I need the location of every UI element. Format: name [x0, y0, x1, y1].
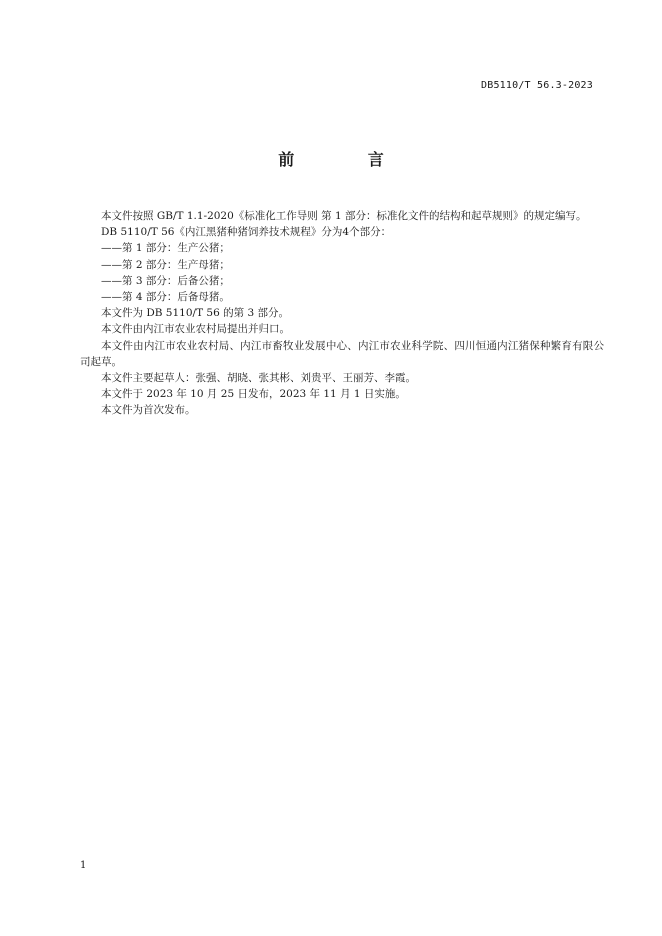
list-item-part-1: ——第 1 部分：生产公猪； — [101, 242, 230, 255]
list-item-part-2: ——第 2 部分：生产母猪； — [101, 258, 230, 271]
list-item-part-4: ——第 4 部分：后备母猪。 — [101, 291, 230, 304]
page-title: 前 言 — [278, 150, 418, 169]
foreword-body — [80, 208, 604, 419]
paragraph-drafters: 本文件主要起草人：张强、胡晓、张其彬、刘贵平、王丽芳、李霞。 — [101, 372, 416, 385]
page-number: 1 — [80, 860, 87, 871]
paragraph-drafting-units: 本文件由内江市农业农村局、内江市畜牧业发展中心、内江市农业科学院、四川恒通内江猪保种繁育有限公司起草。 — [80, 339, 604, 368]
paragraph-drafting-rules: 本文件按照 GB/T 1.1-2020《标准化工作导则 第 1 部分：标准化文件的结构和起草规则》的规定编写。 — [101, 210, 587, 222]
paragraph-dates: 本文件于 2023 年 10 月 25 日发布，2023 年 11 月 1 日实施。 — [101, 388, 406, 401]
paragraph-parts-intro: DB 5110/T 56《内江黑猪种猪饲养技术规程》分为4个部分： — [101, 226, 392, 239]
paragraph-first-release: 本文件为首次发布。 — [101, 404, 196, 417]
document-code: DB5110/T 56.3-2023 — [481, 80, 593, 91]
list-item-part-3: ——第 3 部分：后备公猪； — [101, 274, 230, 287]
paragraph-this-part: 本文件为 DB 5110/T 56 的第 3 部分。 — [101, 307, 289, 320]
paragraph-proposer: 本文件由内江市农业农村局提出并归口。 — [101, 323, 290, 336]
